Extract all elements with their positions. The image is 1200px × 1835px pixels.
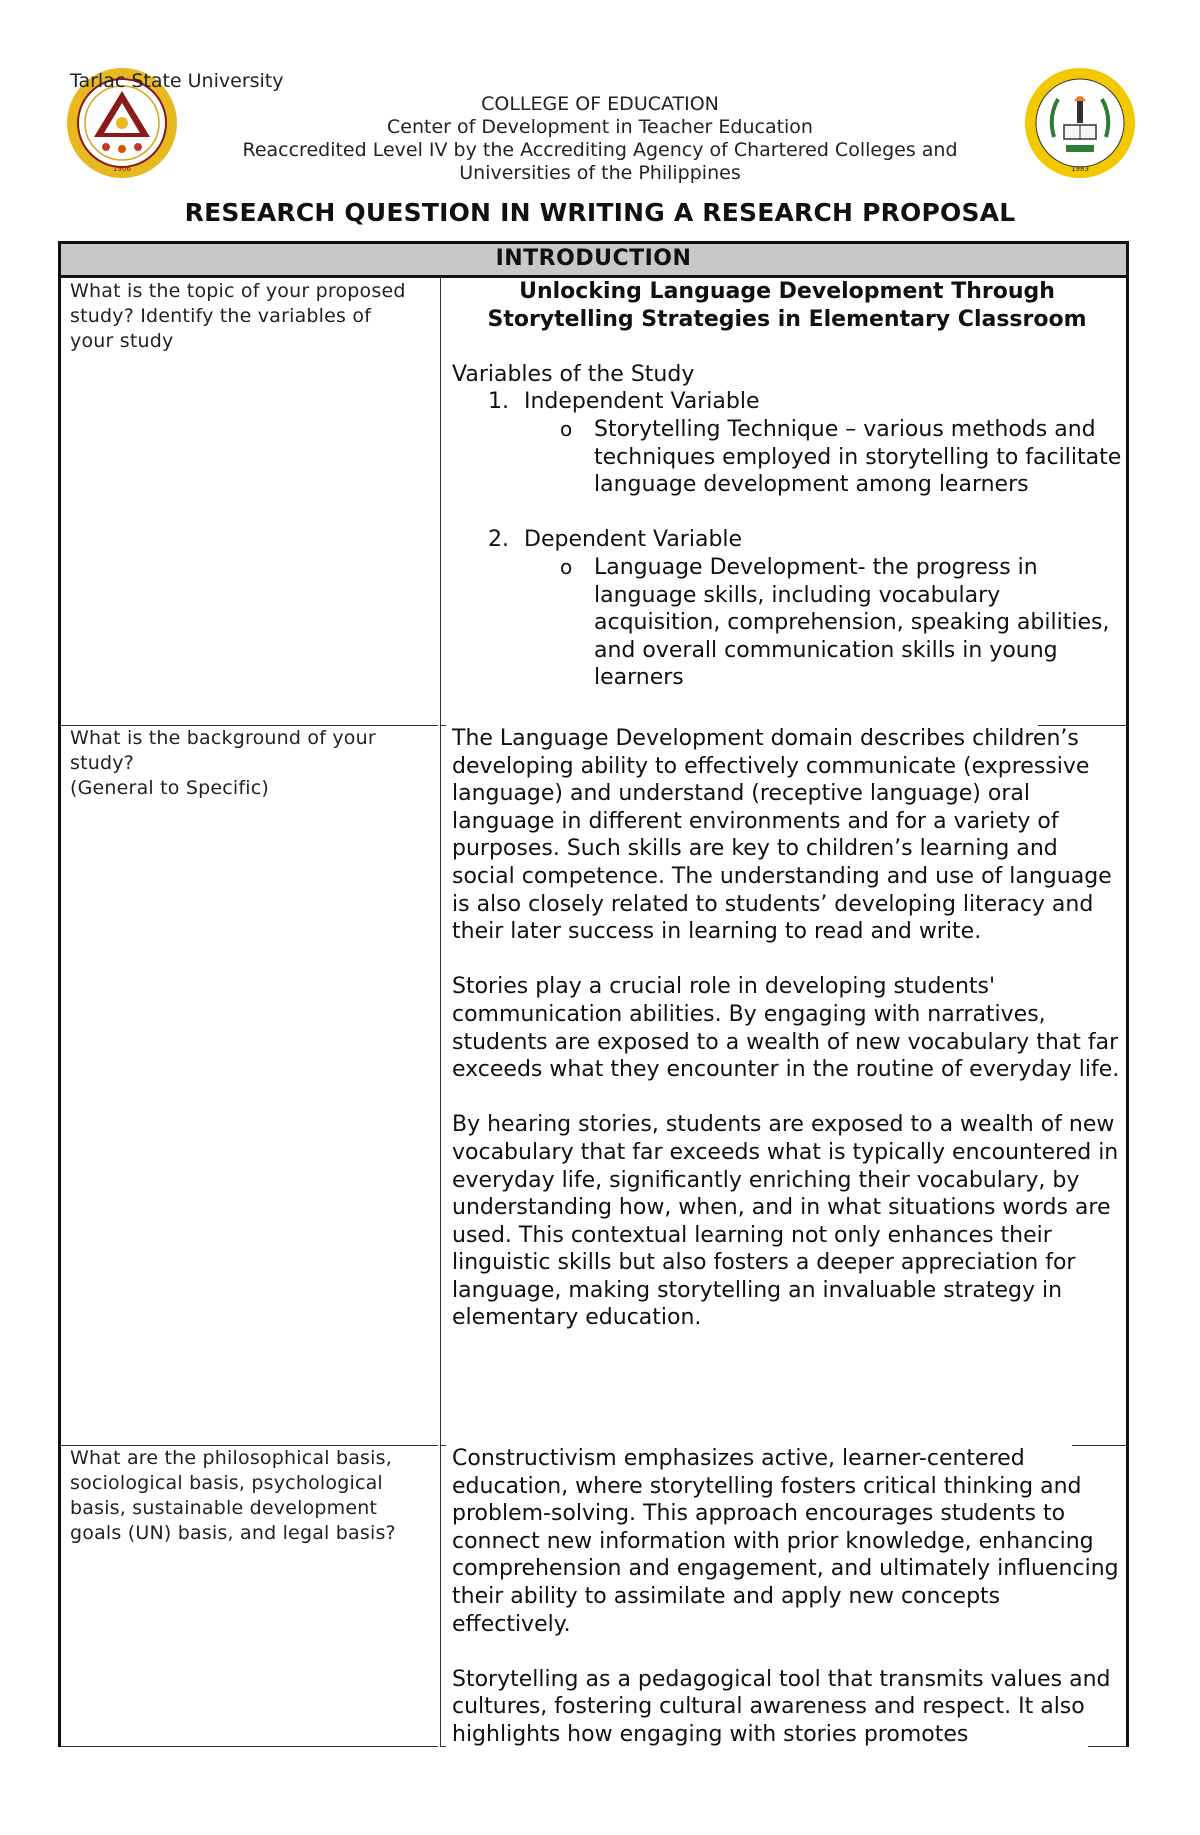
answer-bases bbox=[452, 1445, 1122, 1749]
table-border-left bbox=[58, 278, 61, 1747]
dependent-variable-definition bbox=[452, 554, 1122, 692]
question-background-text: What is the background of your study? bbox=[70, 727, 376, 774]
independent-variable-item bbox=[452, 388, 1122, 416]
svg-text:1983: 1983 bbox=[1071, 165, 1089, 173]
accreditation-line-1: Reaccredited Level IV by the Accrediting Agency of Chartered Colleges and bbox=[242, 139, 958, 161]
research-question-table bbox=[58, 241, 1129, 1747]
bullet-icon: o bbox=[560, 554, 573, 579]
section-header-introduction: INTRODUCTION bbox=[58, 241, 1129, 278]
study-title-line-1: Unlocking Language Development Through bbox=[519, 279, 1055, 304]
letterhead bbox=[0, 93, 1200, 185]
row-divider-mid-2 bbox=[440, 1445, 446, 1446]
bullet-icon: o bbox=[560, 416, 573, 441]
question-background-hint: (General to Specific) bbox=[70, 777, 270, 799]
list-number: 2. bbox=[488, 527, 509, 553]
background-paragraph-1: The Language Development domain describes children’s developing ability to effectively communicate (expressive language) and understand (receptive language) oral language in different environments and for a variety of purposes. Such skills are key to children’s learning and social competence. The understanding and use of language is also closely related to students’ developing literacy and their later success in learning to read and write. bbox=[452, 726, 1112, 945]
table-border-right bbox=[1126, 278, 1129, 1747]
dependent-variable-label: Dependent Variable bbox=[524, 527, 743, 553]
svg-text:1906: 1906 bbox=[113, 165, 131, 173]
answer-topic bbox=[452, 278, 1122, 692]
question-background bbox=[70, 726, 430, 801]
dependent-variable-item bbox=[452, 526, 1122, 554]
bases-paragraph-2: Storytelling as a pedagogical tool that transmits values and cultures, fostering cultural awareness and respect. It also highlights how engaging with stories promotes bbox=[452, 1666, 1111, 1747]
study-title-line-2: Storytelling Strategies in Elementary Classroom bbox=[487, 306, 1087, 332]
question-topic: What is the topic of your proposed study? Identify the variables of your study bbox=[70, 280, 406, 352]
bases-paragraph-1: Constructivism emphasizes active, learner-centered education, where storytelling fosters critical thinking and problem-solving. This approach encourages students to connect new information with prior knowledge, enhancing comprehension and engagement, and ultimately influencing their ability to assimilate and apply new concepts effectively. bbox=[452, 1446, 1119, 1637]
background-paragraph-2: Stories play a crucial role in developing students' communication abilities. By engaging with narratives, students are exposed to a wealth of new vocabulary that far exceeds what they encounter in the routine of everyday life. bbox=[452, 974, 1120, 1083]
variables-heading: Variables of the Study bbox=[452, 361, 695, 387]
center-name: Center of Development in Teacher Education bbox=[387, 116, 813, 138]
column-divider bbox=[440, 278, 441, 1747]
college-name: COLLEGE OF EDUCATION bbox=[481, 93, 719, 115]
background-paragraph-3: By hearing stories, students are exposed to a wealth of new vocabulary that far exceeds what is typically encountered in everyday life, significantly enriching their vocabulary, by understanding how, when, and in what situations words are used. This contextual learning not only enhances their linguistic skills but also fosters a deeper appreciation for language, making storytelling an invaluable strategy in elementary education. bbox=[452, 1112, 1119, 1331]
dependent-variable-desc: Language Development- the progress in language skills, including vocabulary acquisition, comprehension, speaking abilities, and overall communication skills in young learners bbox=[594, 554, 1110, 691]
independent-variable-label: Independent Variable bbox=[524, 389, 760, 415]
independent-variable-desc: Storytelling Technique – various methods and techniques employed in storytelling to facilitate language development among learners bbox=[594, 416, 1122, 498]
list-number: 1. bbox=[488, 389, 509, 415]
table-bottom-mid bbox=[440, 1746, 446, 1747]
university-name: Tarlac State University bbox=[70, 70, 284, 92]
study-title bbox=[452, 278, 1122, 333]
table-bottom-left bbox=[61, 1746, 438, 1747]
accreditation-line-2: Universities of the Philippines bbox=[459, 162, 741, 184]
question-bases: What are the philosophical basis, sociological basis, psychological basis, sustainable development goals (UN) basis, and legal basis? bbox=[70, 1447, 396, 1544]
row-divider-mid-1 bbox=[440, 725, 446, 726]
answer-background bbox=[452, 725, 1122, 1332]
document-title: RESEARCH QUESTION IN WRITING A RESEARCH PROPOSAL bbox=[184, 198, 1016, 227]
independent-variable-definition bbox=[452, 416, 1122, 499]
